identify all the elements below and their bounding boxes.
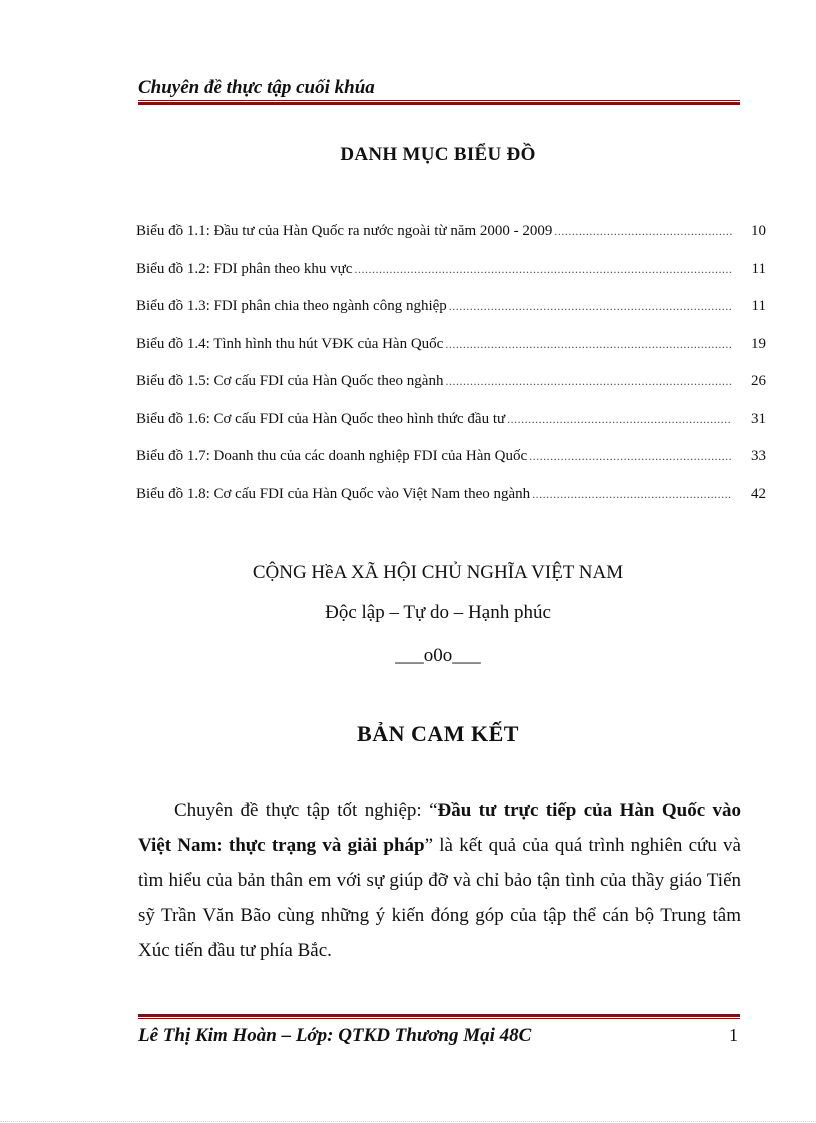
toc-entry-page: 33 xyxy=(751,448,766,464)
dot-leader xyxy=(554,224,732,239)
page-number: 1 xyxy=(729,1025,738,1045)
commitment-body: ” là kết quả của quá trình nghiên cứu và tìm hiểu của bản thân em với sự giúp đỡ và chỉ bảo tận tình của thầy giáo Tiến sỹ Trần Văn Bão cùng những ý kiến đóng góp của tập thể cán bộ Trung tâm Xúc tiến đầu tư phía Bắc. xyxy=(138,835,741,961)
toc-entry-page: 26 xyxy=(751,373,766,389)
toc-entry-label: Biểu đồ 1.4: Tình hình thu hút VĐK của Hàn Quốc xyxy=(136,335,444,352)
toc-entry-page: 19 xyxy=(751,335,766,352)
page-footer xyxy=(138,1014,740,1047)
dot-leader xyxy=(529,449,732,464)
toc-entry-page: 31 xyxy=(751,410,766,427)
toc-entry-label: Biểu đồ 1.1: Đầu tư của Hàn Quốc ra nước ngoài từ năm 2000 - 2009 xyxy=(136,223,553,239)
toc-entry-label: Biểu đồ 1.6: Cơ cấu FDI của Hàn Quốc theo hình thức đầu tư xyxy=(136,410,506,427)
toc-entry-label: Biểu đồ 1.8: Cơ cấu FDI của Hàn Quốc vào Việt Nam theo ngành xyxy=(136,485,531,502)
toc-entry[interactable] xyxy=(136,261,766,299)
toc-entry-label: Biểu đồ 1.5: Cơ cấu FDI của Hàn Quốc theo ngành xyxy=(136,373,444,389)
page-header xyxy=(138,76,740,105)
national-motto: Độc lập – Tự do – Hạnh phúc xyxy=(325,602,551,623)
toc-entry[interactable] xyxy=(136,223,766,261)
dot-leader xyxy=(445,337,732,352)
dot-leader xyxy=(532,487,732,502)
footer-author: Lê Thị Kim Hoàn – Lớp: QTKD Thương Mại 48C xyxy=(138,1025,532,1046)
chart-list xyxy=(136,223,766,523)
commitment-paragraph xyxy=(138,793,741,968)
dot-leader xyxy=(354,262,732,277)
commitment-intro: Chuyên đề thực tập tốt nghiệp: “ xyxy=(174,800,438,821)
toc-heading: DANH MỤC BIỂU ĐỒ xyxy=(340,144,536,165)
toc-entry-page: 10 xyxy=(751,223,766,239)
toc-entry-page: 11 xyxy=(751,298,766,314)
dot-leader xyxy=(507,412,732,427)
toc-entry-label: Biểu đồ 1.3: FDI phân chia theo ngành công nghiệp xyxy=(136,298,447,314)
toc-entry[interactable] xyxy=(136,298,766,336)
toc-entry[interactable] xyxy=(136,411,766,449)
commitment-title: BẢN CAM KẾT xyxy=(357,721,519,746)
toc-entry-page: 11 xyxy=(751,260,766,277)
separator-ornament: ___o0o___ xyxy=(395,645,481,666)
page-bottom-border xyxy=(0,1121,816,1122)
toc-entry[interactable] xyxy=(136,448,766,486)
toc-entry[interactable] xyxy=(136,336,766,374)
dot-leader xyxy=(449,299,732,314)
toc-entry[interactable] xyxy=(136,486,766,524)
header-title: Chuyên đề thực tập cuối khúa xyxy=(138,77,375,98)
commitment-topic: Đầu tư trực tiếp của Hàn Quốc vào Việt Nam: thực trạng và giải pháp xyxy=(138,800,742,856)
toc-entry-label: Biểu đồ 1.7: Doanh thu của các doanh nghiệp FDI của Hàn Quốc xyxy=(136,448,528,464)
header-rule xyxy=(138,100,740,105)
toc-entry-label: Biểu đồ 1.2: FDI phân theo khu vực xyxy=(136,260,353,277)
republic-name: CỘNG HềA XÃ HỘI CHỦ NGHĨA VIỆT NAM xyxy=(252,562,624,583)
toc-entry-page: 42 xyxy=(751,485,766,502)
dot-leader xyxy=(445,374,732,389)
toc-entry[interactable] xyxy=(136,373,766,411)
